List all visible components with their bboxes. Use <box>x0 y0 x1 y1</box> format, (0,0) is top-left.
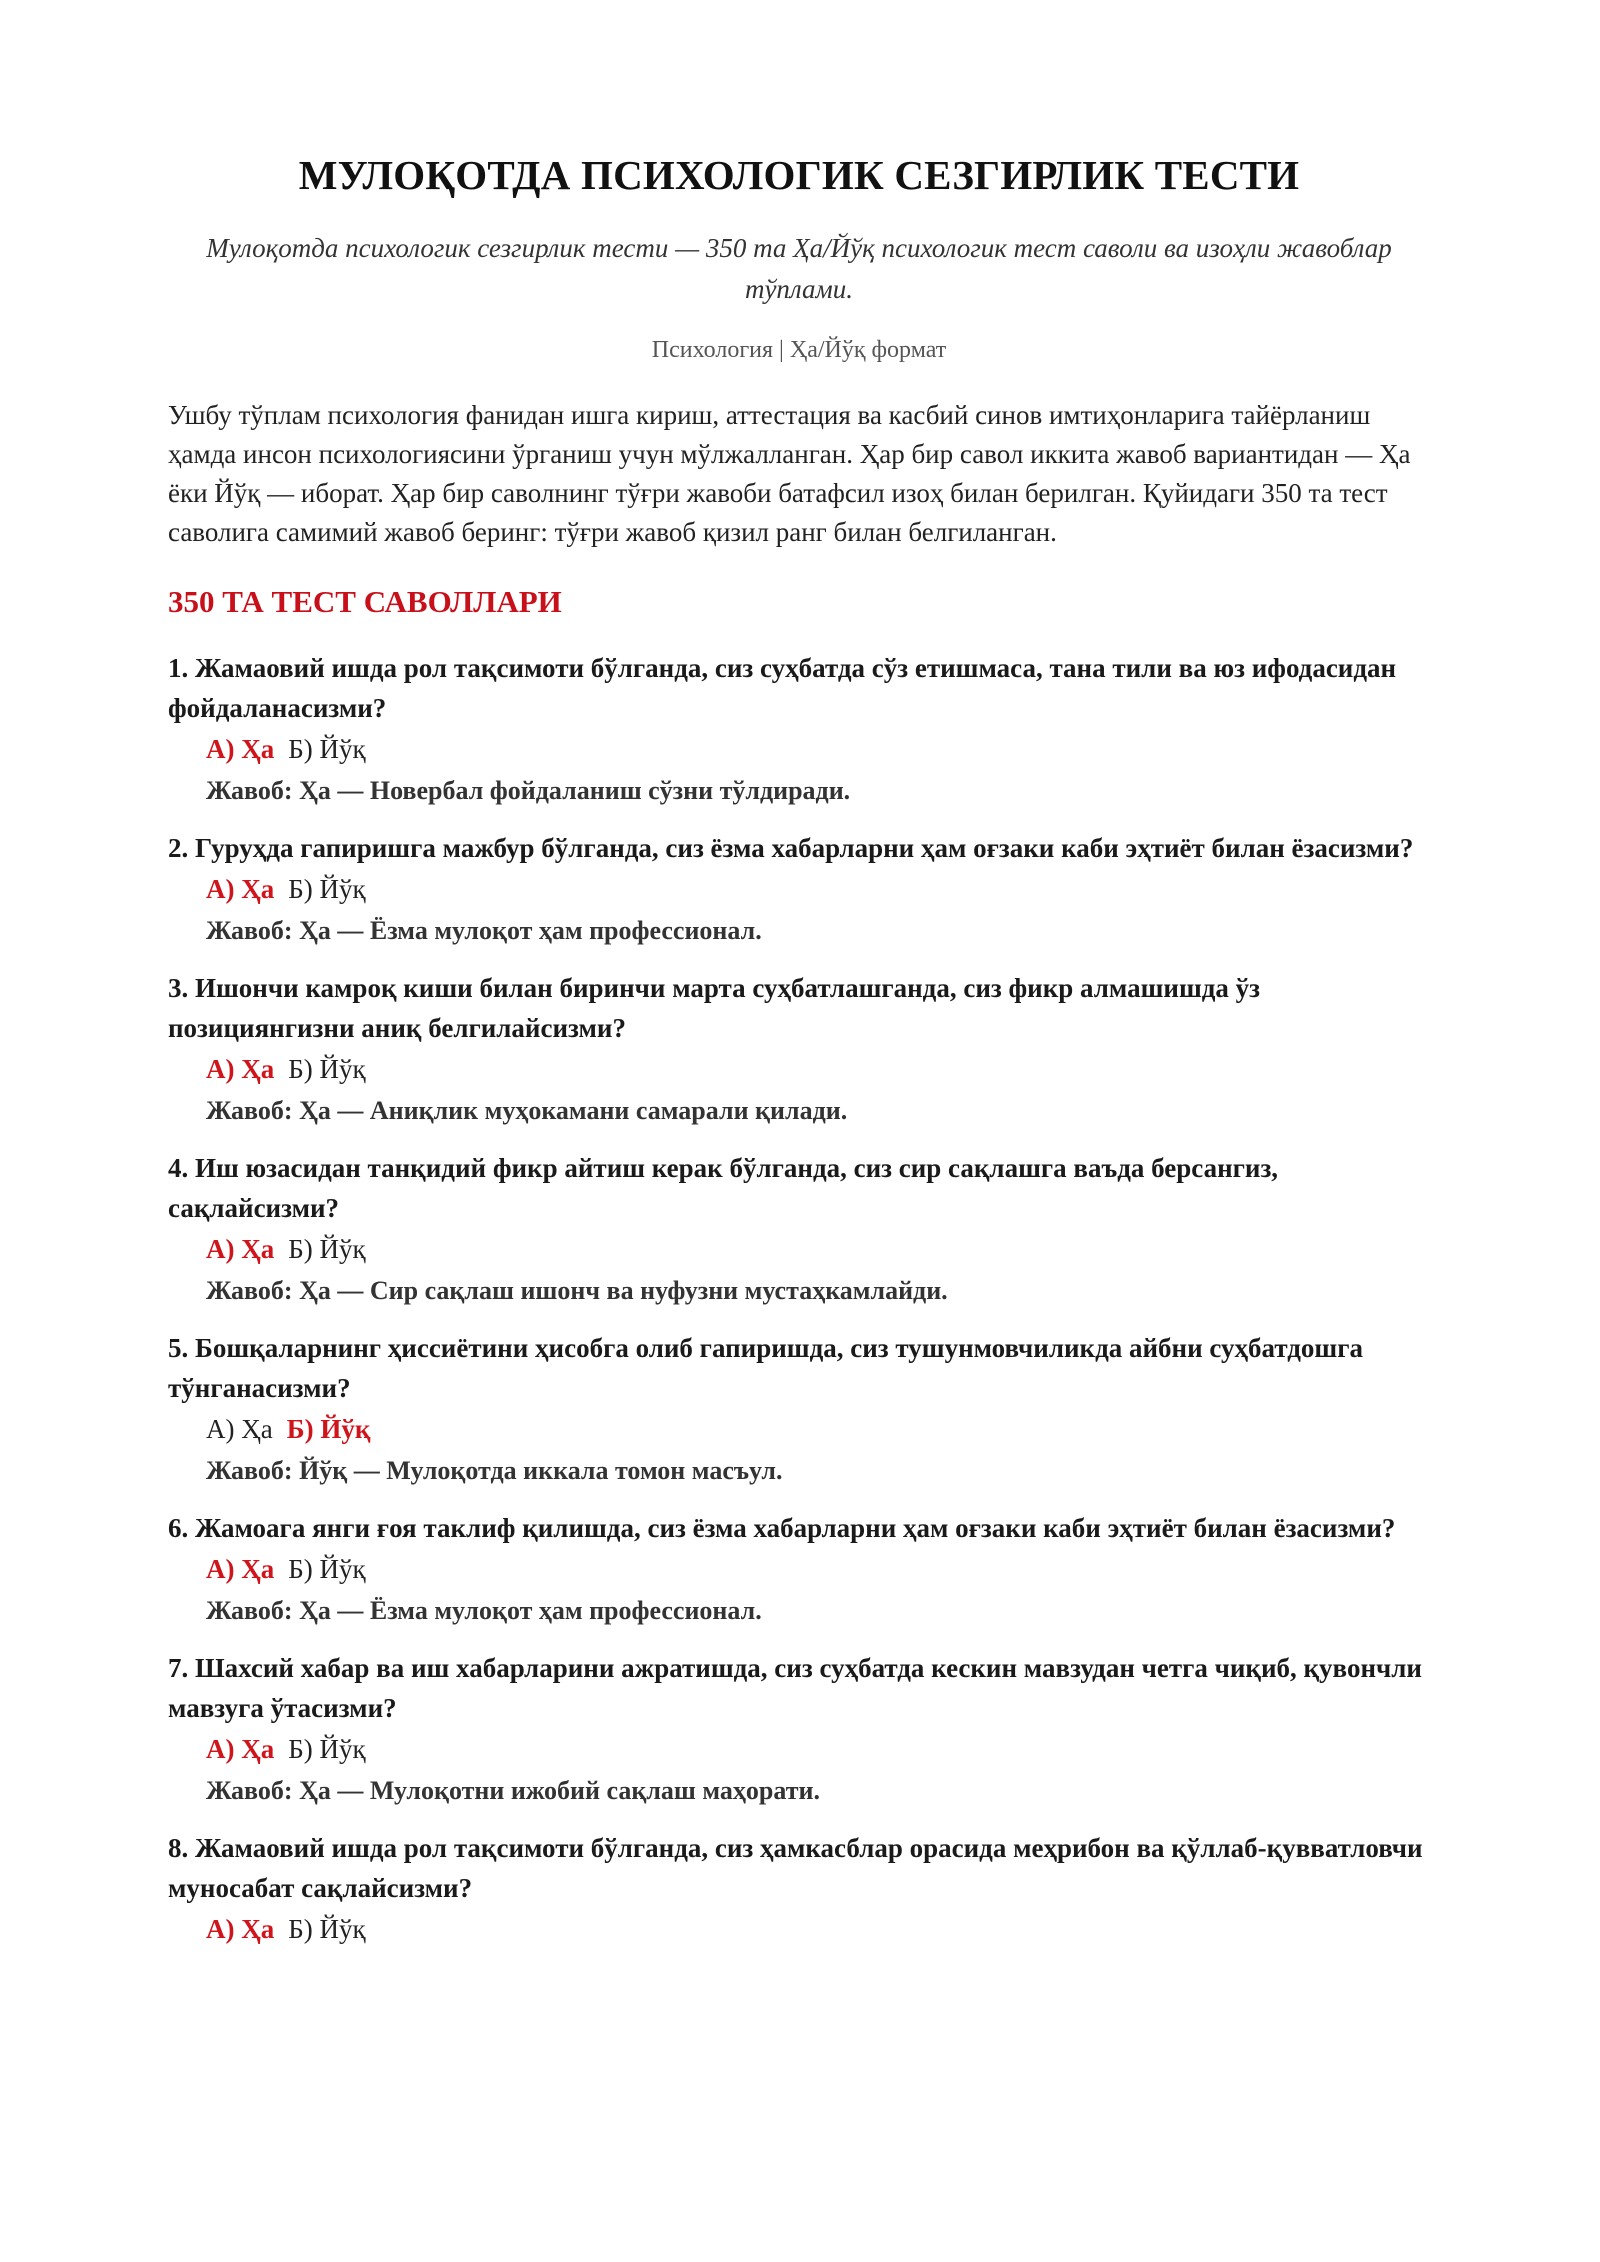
option-a: А) Ҳа <box>206 1554 275 1584</box>
question-text: 5. Бошқаларнинг ҳиссиётини ҳисобга олиб гапиришда, сиз тушунмовчиликда айбни суҳбатдошга тўнганасизми? <box>168 1333 1363 1403</box>
intro-paragraph: Ушбу тўплам психология фанидан ишга кириш, аттестация ва касбий синов имтиҳонларига тайёрланиш ҳамда инсон психологиясини ўрганиш учун мўлжалланган. Ҳар бир савол иккита жавоб вариантидан — Ҳа ёки Йўқ — иборат. Ҳар бир саволнинг тўғри жавоби батафсил изоҳ билан берилган. Қуйидаги 350 та тест саволига самимий жавоб беринг: тўғри жавоб қизил ранг билан белгиланган. <box>168 400 1411 547</box>
option-b: Б) Йўқ <box>288 1734 366 1764</box>
question-options <box>168 1408 1430 1450</box>
option-b: Б) Йўқ <box>288 1054 366 1084</box>
option-b: Б) Йўқ <box>288 1914 366 1944</box>
option-a: А) Ҳа <box>206 1414 273 1444</box>
question-item <box>168 1648 1430 1812</box>
question-text: 8. Жамаовий ишда рол тақсимоти бўлганда, сиз ҳамкасблар орасида меҳрибон ва қўллаб-қувватловчи муносабат сақлайсизми? <box>168 1833 1423 1903</box>
option-a: А) Ҳа <box>206 1914 275 1944</box>
document-title: МУЛОҚОТДА ПСИХОЛОГИК СЕЗГИРЛИК ТЕСТИ <box>298 152 1300 198</box>
question-item <box>168 968 1430 1132</box>
question-item <box>168 828 1430 952</box>
section-heading: 350 ТА ТЕСТ САВОЛЛАРИ <box>168 584 562 619</box>
option-a: А) Ҳа <box>206 874 275 904</box>
document-subtitle: Мулоқотда психологик сезгирлик тести — 350 та Ҳа/Йўқ психологик тест саволи ва изоҳли жавоблар тўплами. <box>206 233 1392 304</box>
option-b: Б) Йўқ <box>286 1414 371 1444</box>
question-options <box>168 868 1430 910</box>
question-options <box>168 1048 1430 1090</box>
answer-explanation: Жавоб: Ҳа — Аниқлик муҳокамани самарали қилади. <box>206 1096 848 1125</box>
answer-explanation: Жавоб: Ҳа — Новербал фойдаланиш сўзни тўлдиради. <box>206 776 851 805</box>
answer-explanation: Жавоб: Ҳа — Мулоқотни ижобий сақлаш маҳорати. <box>206 1776 820 1805</box>
question-text: 4. Иш юзасидан танқидий фикр айтиш керак бўлганда, сиз сир сақлашга ваъда берсангиз, сақлайсизми? <box>168 1153 1279 1223</box>
answer-explanation: Жавоб: Йўқ — Мулоқотда иккала томон масъул. <box>206 1456 783 1485</box>
answer-explanation: Жавоб: Ҳа — Ёзма мулоқот ҳам профессионал. <box>206 916 762 945</box>
question-item <box>168 648 1430 812</box>
document-meta: Психология | Ҳа/Йўқ формат <box>651 337 947 363</box>
answer-explanation: Жавоб: Ҳа — Сир сақлаш ишонч ва нуфузни мустаҳкамлайди. <box>206 1276 948 1305</box>
option-b: Б) Йўқ <box>288 1234 366 1264</box>
question-item <box>168 1508 1430 1632</box>
question-options <box>168 1228 1430 1270</box>
option-b: Б) Йўқ <box>288 734 366 764</box>
question-options <box>168 728 1430 770</box>
question-options <box>168 1548 1430 1590</box>
question-options <box>168 1728 1430 1770</box>
option-b: Б) Йўқ <box>288 874 366 904</box>
question-text: 6. Жамоага янги ғоя таклиф қилишда, сиз ёзма хабарларни ҳам оғзаки каби эҳтиёт билан ёзасизми? <box>168 1513 1396 1543</box>
question-text: 1. Жамаовий ишда рол тақсимоти бўлганда, сиз суҳбатда сўз етишмаса, тана тили ва юз ифодасидан фойдаланасизми? <box>168 653 1397 723</box>
answer-explanation: Жавоб: Ҳа — Ёзма мулоқот ҳам профессионал. <box>206 1596 762 1625</box>
option-a: А) Ҳа <box>206 1234 275 1264</box>
question-item <box>168 1148 1430 1312</box>
question-text: 3. Ишончи камроқ киши билан биринчи марта суҳбатлашганда, сиз фикр алмашишда ўз позициянгизни аниқ белгилайсизми? <box>168 973 1261 1043</box>
question-item <box>168 1828 1430 1950</box>
question-options <box>168 1908 1430 1950</box>
option-b: Б) Йўқ <box>288 1554 366 1584</box>
option-a: А) Ҳа <box>206 1054 275 1084</box>
question-item <box>168 1328 1430 1492</box>
option-a: А) Ҳа <box>206 734 275 764</box>
question-text: 2. Гуруҳда гапиришга мажбур бўлганда, сиз ёзма хабарларни ҳам оғзаки каби эҳтиёт билан ёзасизми? <box>168 833 1414 863</box>
questions-list <box>168 648 1430 1950</box>
document-page <box>168 0 1430 1966</box>
option-a: А) Ҳа <box>206 1734 275 1764</box>
question-text: 7. Шахсий хабар ва иш хабарларини ажратишда, сиз суҳбатда кескин мавзудан четга чиқиб, қувончли мавзуга ўтасизми? <box>168 1653 1422 1723</box>
